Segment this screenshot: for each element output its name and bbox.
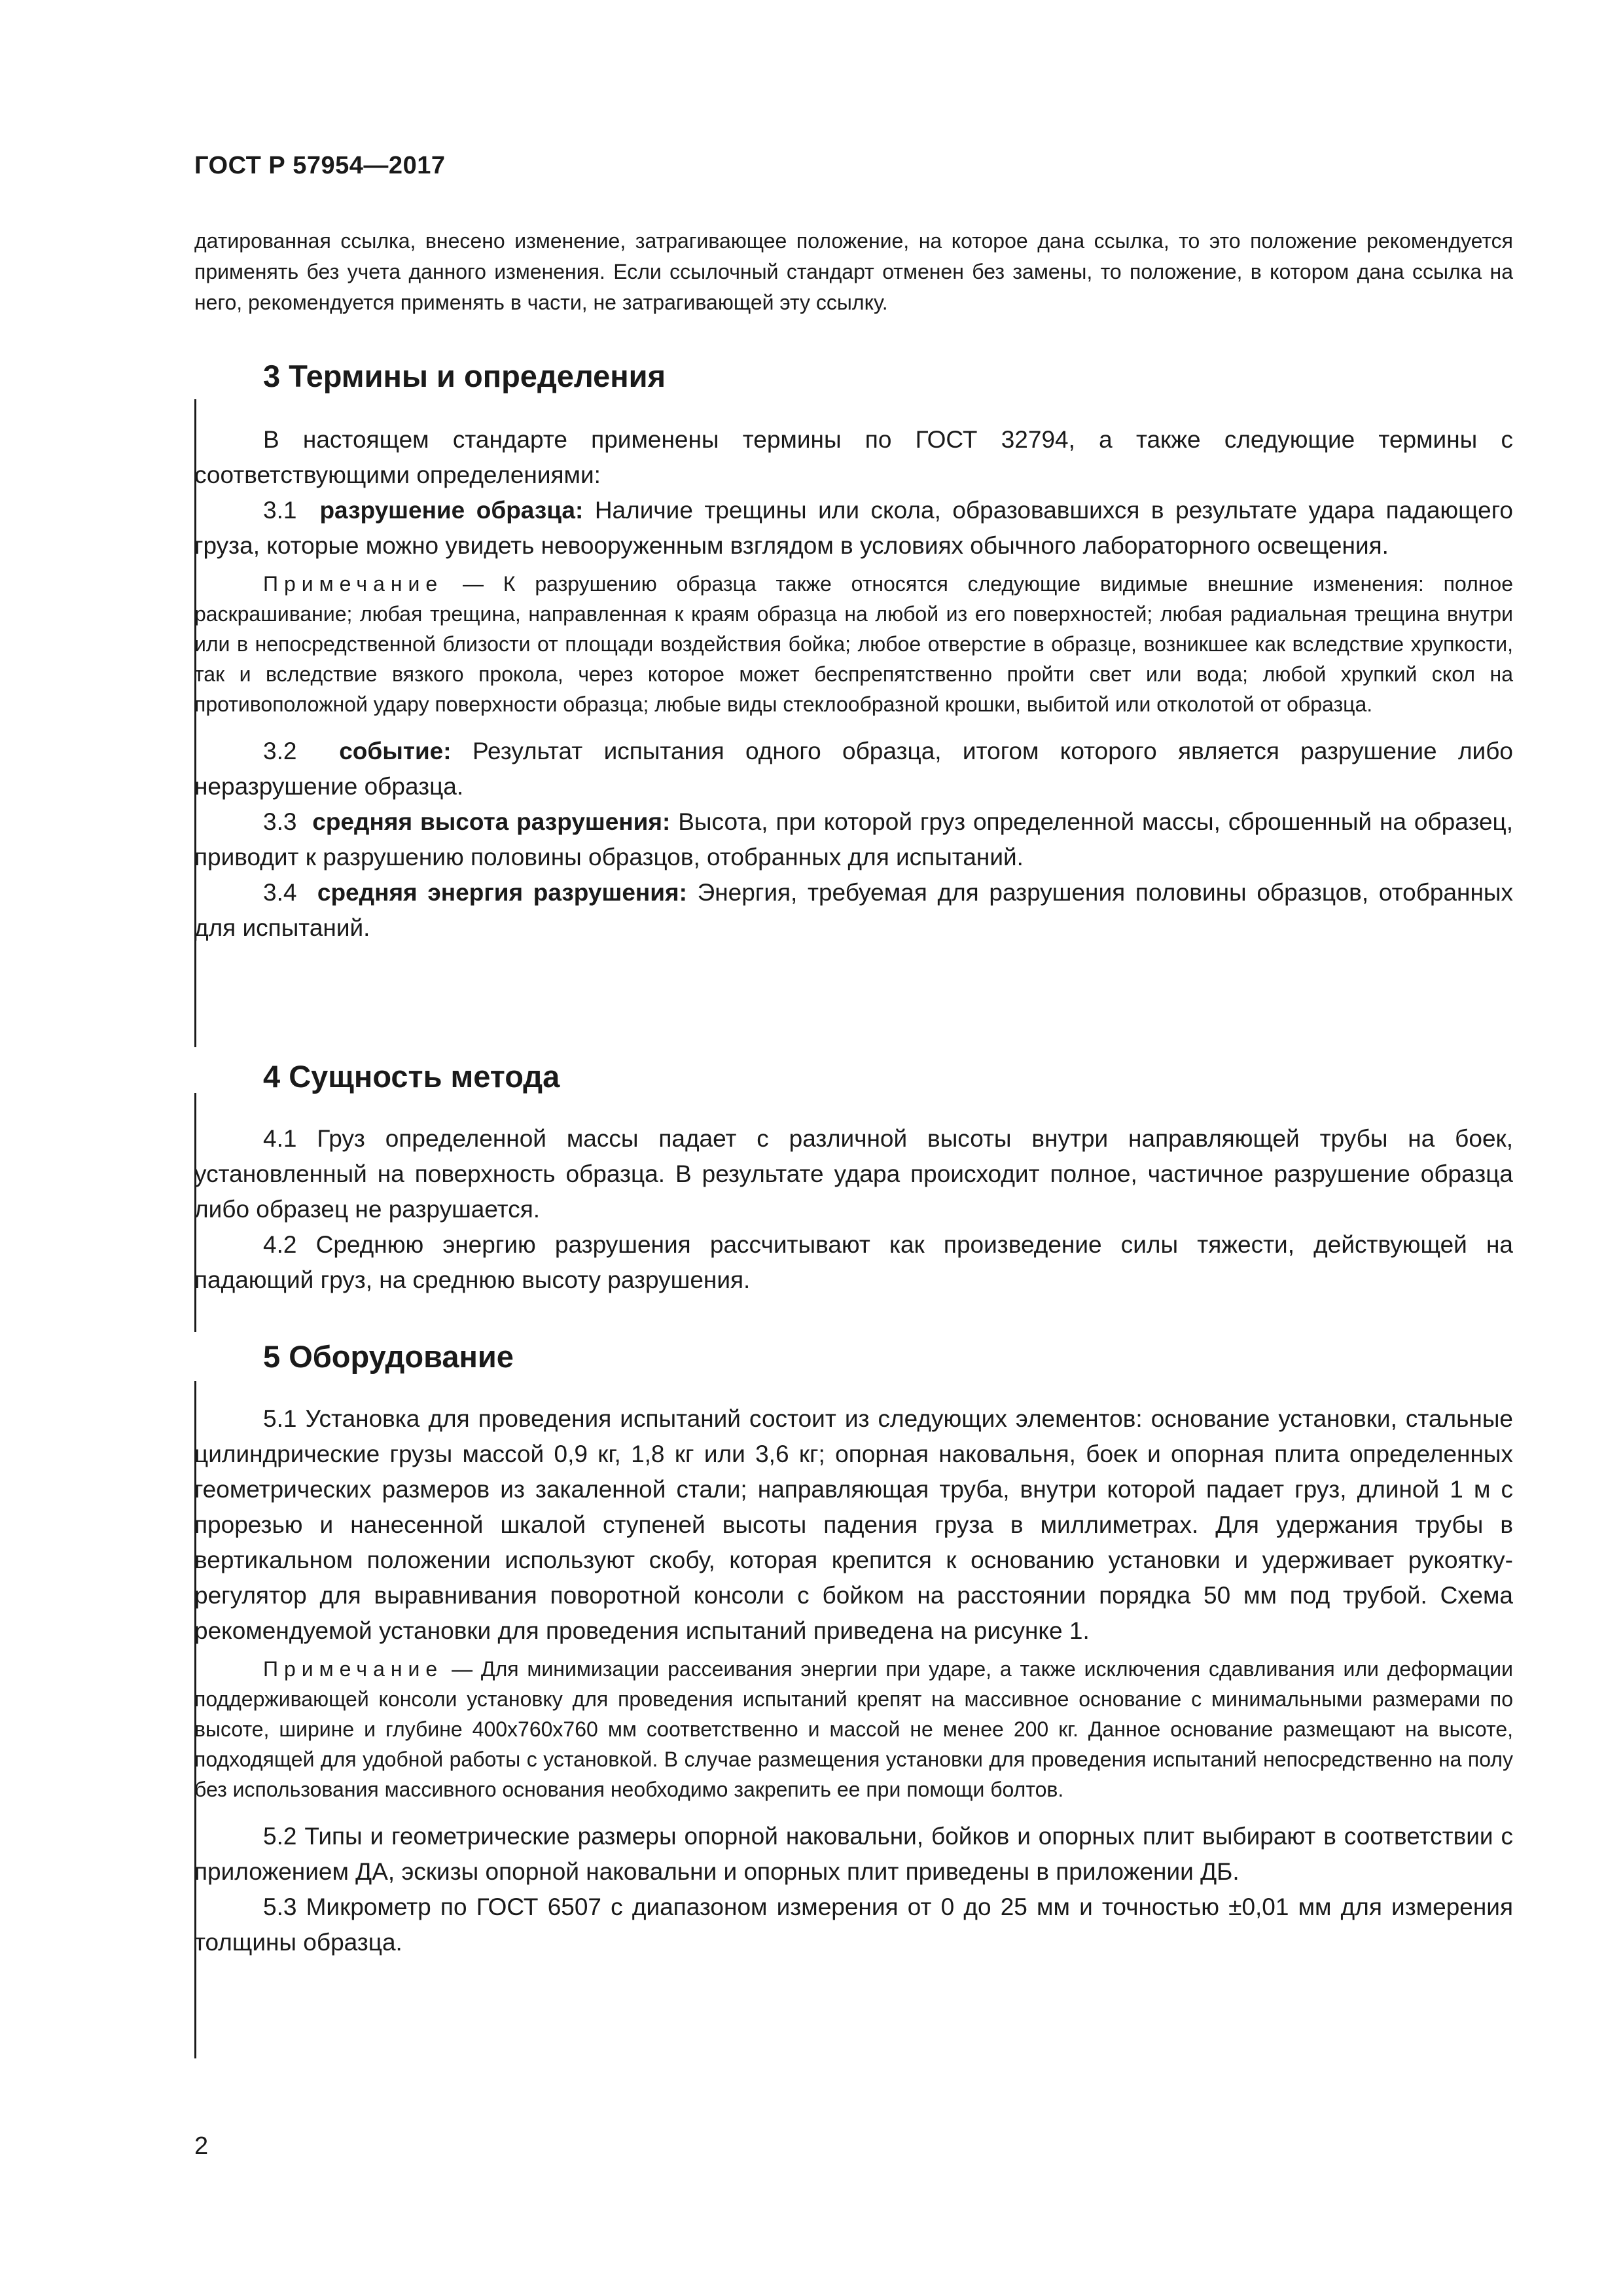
term-3-3 <box>194 804 1513 875</box>
term-3-3-name: средняя высота разрушения: <box>312 808 671 835</box>
term-3-2 <box>194 734 1513 804</box>
term-3-2-num: 3.2 <box>263 738 297 764</box>
term-3-2-name: событие: <box>339 738 452 764</box>
term-3-4-name: средняя энергия разрушения: <box>317 879 687 906</box>
intro-paragraph: датированная ссылка, внесено изменение, затрагивающее положение, на которое дана ссылка, то это положение рекомендуется применять без учета данного изменения. Если ссылочный стандарт отменен без замены, то положение, в котором дана ссылка на него, рекомендуется применять в части, не затрагивающей эту ссылку. <box>194 229 1513 314</box>
paragraph-5-2: 5.2 Типы и геометрические размеры опорной наковальни, бойков и опорных плит выбирают в соответствии с приложением ДА, эскизы опорной наковальни и опорных плит приведены в приложении ДБ. <box>194 1823 1513 1885</box>
section-5-title: 5 Оборудование <box>263 1339 514 1374</box>
term-3-1-num: 3.1 <box>263 497 297 524</box>
term-3-1-name: разрушение образца: <box>319 497 584 524</box>
note-5-1-label: Примечание <box>263 1657 444 1681</box>
section-4 <box>194 1057 1513 1298</box>
note-3-1-text: — К разрушению образца также относятся следующие видимые внешние изменения: полное раскрашивание; любая трещина, направленная к краям образца на любой из его поверхностей; любая радиальная трещина внутри или в непосредственной близости от площади воздействия бойка; любое отверстие в образце, возникшее как вследствие хрупкости, так и вследствие вязкого прокола, через которое может беспрепятственно пройти свет или вода; любой хрупкий скол на противоположной удару поверхности образца; любые виды стеклообразной крошки, выбитой или отколотой от образца. <box>194 572 1514 716</box>
term-3-3-text: Высота, при которой груз определенной массы, сброшенный на образец, приводит к разрушению половины образцов, отобранных для испытаний. <box>194 808 1514 870</box>
section-3-title: 3 Термины и определения <box>263 359 666 393</box>
document-header-title: ГОСТ Р 57954—2017 <box>194 152 446 179</box>
note-3-1-label: Примечание <box>263 572 444 596</box>
paragraph-4-1: 4.1 Груз определенной массы падает с различной высоты внутри направляющей трубы на боек, установленный на поверхность образца. В результате удара происходит полное, частичное разрушение образца либо образец не разрушается. <box>194 1125 1513 1223</box>
section-3 <box>194 357 1513 946</box>
term-3-3-num: 3.3 <box>263 808 297 835</box>
note-3-1 <box>194 569 1513 719</box>
term-3-4 <box>194 875 1513 946</box>
paragraph-4-2: 4.2 Среднюю энергию разрушения рассчитывают как произведение силы тяжести, действующей на падающий груз, на среднюю высоту разрушения. <box>194 1231 1513 1293</box>
section-4-title: 4 Сущность метода <box>263 1059 560 1094</box>
page-number: 2 <box>194 2132 209 2160</box>
note-5-1 <box>194 1654 1513 1804</box>
paragraph-5-3: 5.3 Микрометр по ГОСТ 6507 с диапазоном измерения от 0 до 25 мм и точностью ±0,01 мм для измерения толщины образца. <box>194 1893 1513 1956</box>
paragraph-5-1: 5.1 Установка для проведения испытаний состоит из следующих элементов: основание установки, стальные цилиндрические грузы массой 0,9 кг, 1,8 кг или 3,6 кг; опорная наковальня, боек и опорная плита определенных геометрических размеров из закаленной стали; направляющая труба, внутри которой падает груз, длиной 1 м с прорезью и нанесенной шкалой ступеней высоты падения груза в миллиметрах. Для удержания трубы в вертикальном положении используют скобу, которая крепится к основанию установки и удерживает рукоятку-регулятор для выравнивания поворотной консоли с бойком на расстоянии порядка 50 мм под трубой. Схема рекомендуемой установки для проведения испытаний приведена на рисунке 1. <box>194 1405 1513 1644</box>
section-3-lead: В настоящем стандарте применены термины по ГОСТ 32794, а также следующие термины с соответствующими определениями: <box>194 426 1513 488</box>
term-3-1-text: Наличие трещины или скола, образовавшихся в результате удара падающего груза, которые можно увидеть невооруженным взглядом в условиях обычного лабораторного освещения. <box>194 497 1514 559</box>
term-3-4-num: 3.4 <box>263 879 297 906</box>
term-3-2-text: Результат испытания одного образца, итогом которого является разрушение либо неразрушение образца. <box>194 738 1513 800</box>
note-5-1-text: — Для минимизации рассеивания энергии при ударе, а также исключения сдавливания или деформации поддерживающей консоли установку для проведения испытаний крепят на массивное основание с минимальными размерами по высоте, ширине и глубине 400х760х760 мм соответственно и массой не менее 200 кг. Данное основание размещают на высоте, подходящей для удобной работы с установкой. В случае размещения установки для проведения испытаний непосредственно на полу без использования массивного основания необходимо закрепить ее при помощи болтов. <box>194 1657 1514 1801</box>
term-3-4-text: Энергия, требуемая для разрушения половины образцов, отобранных для испытаний. <box>194 879 1514 941</box>
term-3-1 <box>194 493 1513 564</box>
section-5 <box>194 1337 1513 1960</box>
